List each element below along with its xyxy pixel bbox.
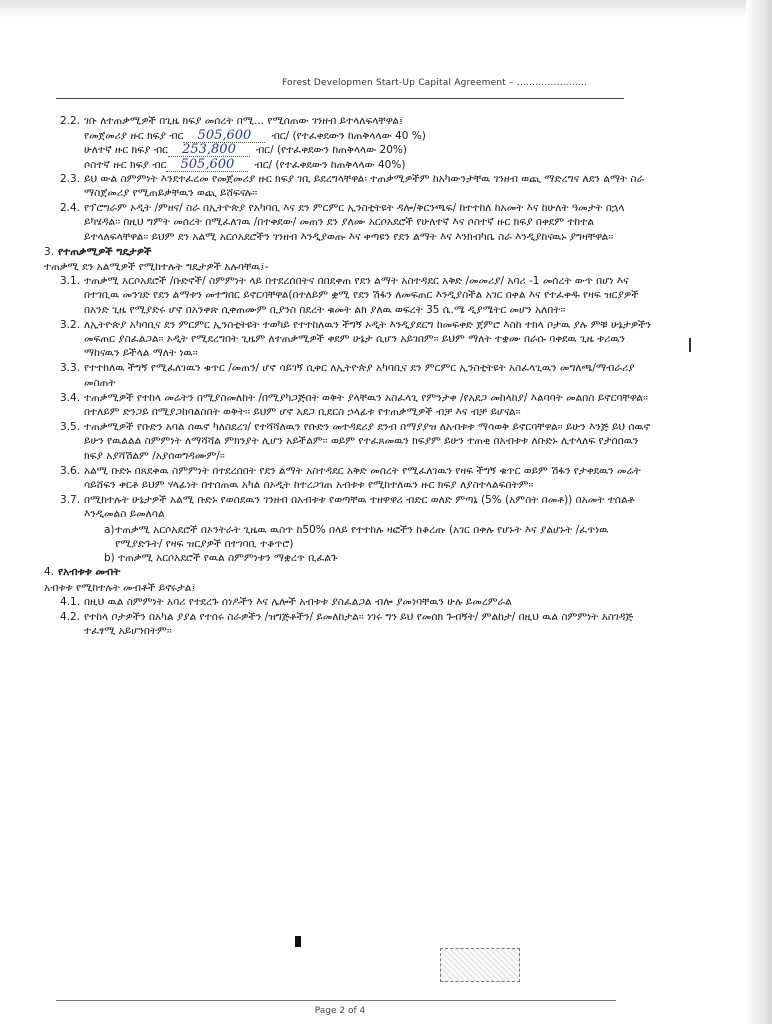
clause-text: ተጠቃሚዎች የቡድን አባል ሰዉኖ ካለስደረገ/ የተሻሻለዉን የቡድን መተዳደሪያ ደንብ በማያያዝ ለአብቱቱ ማሳወቅ ይኖርባቸዋል፡፡ ይሁን እንጅ ይህ ሰዉኖ ይሁን የዉልልል ስምምነት ለማሻሻል ምክንያት ሊሆን አይችልም፡፡ ወይም የተፈጸመዉን ክፍያም ይሁን ተጠቂ በአብቱቱ ለቡድኑ ሊተላለፍ የታሰበዉን ክፍያ አያሻሽልም /አያሰወግዳሙም/፡፡ <box>84 421 651 462</box>
clause-3-3 <box>44 361 654 389</box>
sub-item-text: ተጠቃሚ አርሶአደሮች በኦንትራት ጊዜዉ ዉስጥ ከ50% በላይ የተተከሉ ዛፎችን ከቆረጡ (አገር በቀሉ የሆኑት እና ያልሆኑት /ፈጥነዉ የሚያድጉት/ የዛፍ ዝርያዎች በተገባቢ ተቆጥሮ) <box>115 523 609 550</box>
section-4-intro: አብቱቱ የሚከተሉት መብቶች ይኖሩታል፤ <box>44 581 196 594</box>
clause-text: የተከላ ቦታዎችን በአካል ያያል የተሰሩ ስራዎችን /ዝግጅቶችን/ ይመለከታል፡፡ ነገሩ ግን ይህ የመሰክ ጉብኝት/ ምልከታ/ በዚህ ዉል ስምምነት አስገዳጅ ተፈፃሚ አይሆንበትም፡፡ <box>84 610 634 638</box>
clause-3-4 <box>44 391 654 419</box>
clause-text: ይህ ውል ስምምነት እንደተፈረመ የመጀመሪያ ዙር ክፍያ ገቢ ይደረግላቸዋል፡ ተጠቃሚዎችም ከአካውንታቸዉ ገንዘብ ወጪ ማድረግና ለደን ልማት ስራ ማስጀመሪያ የሚጠይቃቸዉን ወጪ ይሸፍናሉ፡፡ <box>84 172 645 200</box>
sub-item-marker: a) <box>104 523 115 536</box>
footer-rule <box>56 1000 616 1001</box>
payment-suffix: ብር/ (የተፈቀደውን ከጠቅላላው 40 %) <box>271 130 426 143</box>
clause-3-2 <box>44 318 654 361</box>
clause-3-6 <box>44 464 654 492</box>
clause-number: 2.2. <box>60 115 81 127</box>
payment-label: ሶስተኛ ዙር ክፍያ ብር <box>84 158 167 171</box>
running-header: Forest Developmen Start-Up Capital Agreement – ....................... <box>282 78 588 88</box>
section-number: 3. <box>44 245 55 258</box>
payment-label: የመጀመሪያ ዙር ክፍያ ብር <box>84 130 184 143</box>
payment-suffix: ብር/ (የተፈቀደውን ከጠቅላላው 40%) <box>254 158 406 171</box>
section-3-intro: ተጠቃሚ ደን አልሚዎች የሚከተሉት ግዴታዎች አሉባቸዉ፤- <box>44 261 269 274</box>
document-body <box>44 114 654 944</box>
clause-number: 2.4. <box>60 202 81 215</box>
text-cursor-icon <box>295 936 301 947</box>
clause-number: 3.3. <box>60 362 81 375</box>
clause-3-7 <box>44 493 654 521</box>
scan-edge-shadow-right <box>746 0 772 1024</box>
payment-label: ሁለተኛ ዙር ክፍያ ብር <box>84 144 168 157</box>
clause-number: 4.1. <box>60 595 81 608</box>
payment-line-1 <box>44 129 654 143</box>
sub-item-text: ተጠቃሚ አርሶአደሮች የዉል ስምምነቱን ማቋረጥ ቢፈልጉ <box>118 552 338 565</box>
clause-text: በዚህ ዉል ስምምነት አባሪ የተደረጉ ሰነዶችን እና ሌሎች አብቱቱ ያስፈልጋል ብሎ ያመነባቸዉን ሁሉ ይመረምራል <box>84 595 512 608</box>
payment-line-2 <box>44 143 654 157</box>
clause-2-3 <box>44 172 654 200</box>
clause-4-1 <box>44 595 654 609</box>
section-4-heading <box>44 565 654 579</box>
clause-number: 3.5. <box>60 421 81 434</box>
payment-suffix: ብር/ (የተፈቀደውን ከጠቅላላው 20%) <box>255 144 407 157</box>
handwritten-amount: 505,600 <box>166 159 248 172</box>
scan-edge-shadow-top <box>0 0 772 18</box>
clause-text: አልሚ ቡድኑ በጸደቀዉ ስምምነት በተደረሰበት የደን ልማት አስተዳደር አቅድ መሰረት የሚፈለገዉን የዛፍ ችግኝ ቁጥር ወይም ሽፋን የታቀደዉን መሬት ሳይሸፍን ቀርቶ ይህም ሃላፊነት በተሰጠዉ አካል በኦዲት ከተረጋገጠ አብቱቱ የሚከተለዉን ዙር ክፍያ ለያስተላልፍበትም፡፡ <box>84 464 641 492</box>
clause-number: 4.2. <box>60 610 81 623</box>
clause-3-1 <box>44 274 654 317</box>
page-number: Page 2 of 4 <box>314 1006 366 1016</box>
section-title: የአብቱቱ መብት <box>58 566 121 579</box>
header-rule <box>56 98 624 99</box>
clause-text: ተጠቃሚዎች የተከላ መሬትን በሚያስመለከት /በሚያካጋጅበት ወቅት ያላቸዉን አስፈላጊ የምንታቀ /የአደጋ መከላከያ/ እልባባት መልበስ ይኖርባቸዋል፡፡ በተለይም ድንጋይ በሚያጋከባልስበት ወቅት፡፡ ይህም ሆኖ አደጋ ቢደርስ ኃላፊቱ የተጠቃሚዎች ብቻ እና ብቻ ይሆናል፡፡ <box>84 391 648 419</box>
sub-item-b <box>44 551 654 565</box>
handwritten-amount: 505,600 <box>183 130 265 143</box>
sub-item-marker: b) <box>104 552 115 565</box>
clause-text: የፕሮግራም ኦዲት /ምዘና/ ስራ በኢትዮጵያ የአካባቢ እና ደን ምርምር ኢንስቲትዩት ዳሎ/ቅርንጫፍ/ ከተተከለ ከአመት እና ከሁለት ዓመታት በኋላ ይካሄዳል፡፡ በዚህ ግምት መሰረት በሚፈለገዉ /በተቀደው/ መጠን ደን ያለሙ አርሶአደሮች የሁለተኛ እና ሶስተኛ ዙር ክፍያ በቀደም ተከተል ይተላለፍላቸዋል፡፡ ይህም ደን አልሚ አርሶአደሮችን ገንዘብ እንዲያወጡ እና ቀጣዩን የደን ልማት እና እንክብካቤ ስራ እንዲያከናዉኑ ያግዛቸዋል፡፡ <box>84 202 625 243</box>
clause-number: 3.2. <box>60 318 81 331</box>
clause-number: 3.7. <box>60 494 81 507</box>
stamp-image <box>440 948 520 982</box>
clause-number: 2.3. <box>60 172 81 185</box>
sub-item-a <box>44 523 654 551</box>
clause-2-4 <box>44 201 654 244</box>
handwritten-amount: 253,800 <box>168 144 250 157</box>
clause-2-2 <box>44 114 654 128</box>
clause-text: ለኢትዮጵያ አካባቢና ደን ምርምር ኢንስቲትዩት ተወካይ የተተከለዉን ችግኝ ኦዲት እንዲያደርግ ከመፍቀድ ጀምሮ እስከ ተክላ ቦታዉ ያሉ ምቹ ሁኔታዎችን መፍጠር ያስፈልጋል፡፡ ኦዲት የሚደረግበት ጊዜም ለተጠቃሚዎች ቀደም ሁኔታ ሲሆን አይገበም፡፡ ይህም ማለት ተቋሙ በራሱ ባቀደዉ ጊዜ ቱሪዉን ማከናዉን ይችላል ማለት ነዉ፡፡ <box>84 318 652 360</box>
clause-number: 3.6. <box>60 464 81 477</box>
margin-mark <box>689 338 691 352</box>
clause-number: 3.4. <box>60 391 81 404</box>
clause-text: በሚከተሉት ሁኔታዎች አልሚ ቡድኑ የወሰደዉን ገንዘብ በአብቱቱ የወጣቸዉ ተዘዋዋሪ ብድር ወለድ ምጣኔ (5% (አምስት በመቶ)) በአመት ተሰልቶ እንዲመልስ ይመለሳል <box>84 494 635 521</box>
section-title: የተጠቃሚዎች ግዴታዎች <box>58 245 152 258</box>
section-3-heading <box>44 245 654 259</box>
clause-text: ተጠቃሚ አርሶአደሮች /ቡድኖች/ ስምምነት ላይ በተደረሰበትና በበደቀጠ የደን ልማት አስተዳደር አቅድ /መመሪያ/ አባሪ -1 መሰረት ውጥ በሆነ እና በተገቢዉ መንገድ የደን ልማቱን መተግበር ይኖርባቸዋል(በተለይም ቋሚ የደን ሽፋን ለመፍጠር እንዲያስችል አገር በቀል እና የተፈቀዱ የዛፍ ዝርያዎች በአንድ ጊዜ የሚያድሩ ሆኖ በአንቀጽ ሲቀጠሙም ቢያንስ በደረት ቁመት ልክ ያለዉ ወፍረት 35 ሴ.ሜ ዲያሜትር መሆን አለበት፡፡ <box>84 275 639 316</box>
clause-number: 3.1. <box>60 275 81 288</box>
clause-3-5 <box>44 420 654 463</box>
clause-4-2 <box>44 610 654 638</box>
section-number: 4. <box>44 566 55 579</box>
payment-line-3 <box>44 158 654 172</box>
clause-text: ገቡ ለተጠቃሚዎች በጊዜ ክፍያ መሰረት በሚ... የሚሰጠው ገንዘብ ይተላለፍላቸዋል፤ <box>84 115 404 127</box>
clause-text: የተተከለዉ ችግኝ የሚፈለገዉን ቁጥር /መጠን/ ሆኖ ሳይገኝ ሲቀር ለኢትዮጵያ አካባቢና ደን ምርምር ኢንስቲትዩት አስፈላጊዉን መግለጫ/ማብራሪያ መስጠት <box>84 362 635 389</box>
